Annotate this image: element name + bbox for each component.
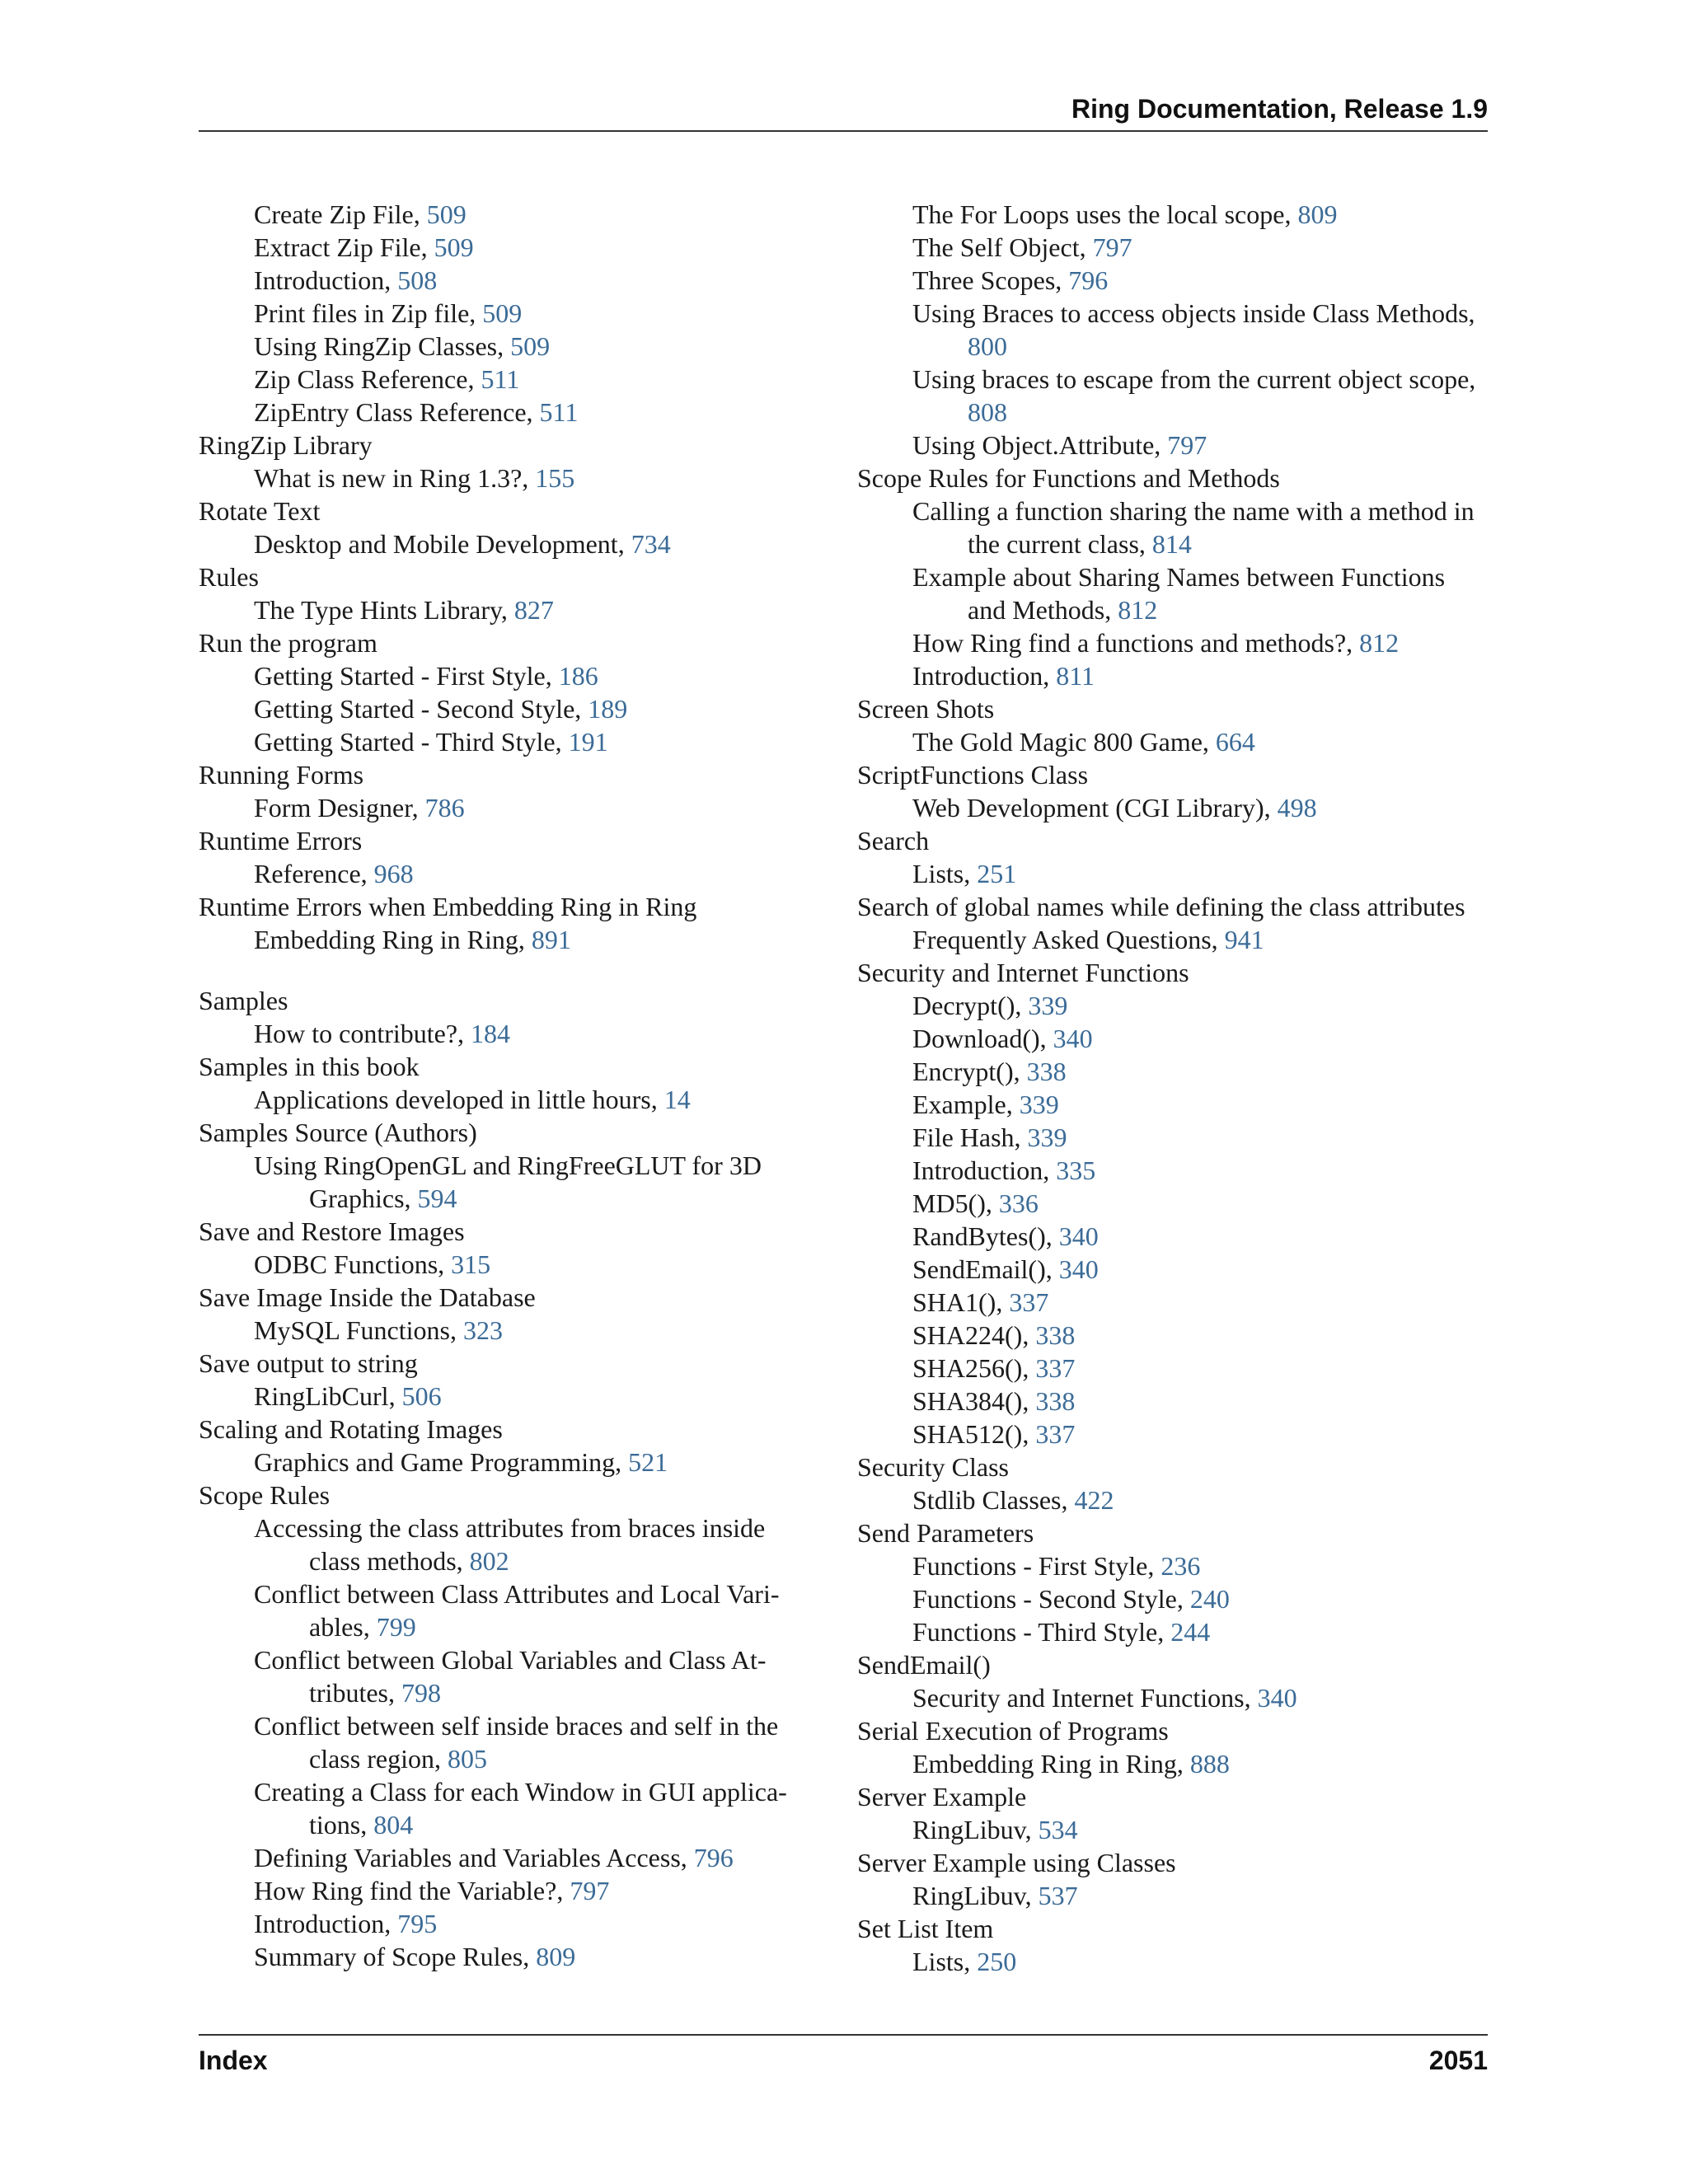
index-entry-text: SHA1(),	[912, 1287, 1010, 1317]
index-entry-text: Embedding Ring in Ring,	[912, 1749, 1190, 1779]
index-term	[199, 494, 829, 527]
page-link[interactable]: 509	[434, 232, 474, 262]
index-entry-text: Save Image Inside the Database	[199, 1282, 536, 1312]
index-entry-text: Reference,	[254, 859, 374, 888]
index-entry-text: RingLibuv,	[912, 1815, 1039, 1844]
index-subentry	[199, 1841, 829, 1874]
index-entry-text: Stdlib Classes,	[912, 1485, 1075, 1515]
index-subentry	[199, 1874, 829, 1907]
index-subentry	[857, 1154, 1488, 1187]
index-entry-text: Save and Restore Images	[199, 1216, 465, 1246]
index-entry-text: Search of global names while defining the class attributes	[857, 892, 1465, 921]
index-entry-text: SHA256(),	[912, 1353, 1036, 1383]
page-link[interactable]: 827	[513, 595, 554, 625]
index-entry-text: Security and Internet Functions,	[912, 1683, 1258, 1713]
index-term	[857, 1780, 1488, 1813]
index-entry-text: Getting Started - Third Style,	[254, 727, 569, 757]
page-link[interactable]: 244	[1170, 1617, 1211, 1647]
page-link[interactable]: 805	[447, 1744, 487, 1774]
index-entry-text: Security and Internet Functions	[857, 958, 1189, 987]
header-title: Ring Documentation, Release 1.9	[1071, 94, 1488, 124]
index-entry-text: Encrypt(),	[912, 1057, 1027, 1086]
page-link[interactable]: 796	[1068, 265, 1109, 295]
index-subentry	[199, 363, 829, 396]
index-subentry	[857, 1253, 1488, 1286]
index-subentry-continuation	[199, 1182, 829, 1215]
page-link[interactable]: 812	[1118, 595, 1158, 625]
index-entry-text: Screen Shots	[857, 694, 995, 724]
page-link[interactable]: 337	[1035, 1419, 1076, 1449]
index-entry-text: The Type Hints Library,	[254, 595, 514, 625]
index-subentry	[857, 363, 1488, 396]
page-link[interactable]: 734	[631, 529, 671, 559]
index-subentry	[857, 231, 1488, 264]
page-link[interactable]: 968	[373, 859, 414, 888]
index-term	[857, 758, 1488, 791]
index-entry-text: SendEmail()	[857, 1650, 991, 1680]
index-subentry	[857, 1055, 1488, 1088]
page-link[interactable]: 786	[424, 793, 465, 823]
index-entry-text: Example about Sharing Names between Functions	[912, 562, 1446, 592]
page-link[interactable]: 189	[588, 694, 628, 724]
index-subentry	[199, 857, 829, 890]
index-entry-text: Send Parameters	[857, 1518, 1034, 1548]
index-term	[857, 692, 1488, 725]
index-subentry	[199, 1083, 829, 1116]
index-subentry	[199, 1446, 829, 1479]
index-subentry	[199, 692, 829, 725]
index-subentry	[857, 1352, 1488, 1385]
index-entry-text: Security Class	[857, 1452, 1009, 1482]
page-link[interactable]: 336	[998, 1188, 1039, 1218]
index-subentry	[199, 593, 829, 626]
page-link[interactable]: 796	[693, 1843, 734, 1872]
index-subentry	[857, 791, 1488, 824]
index-term	[857, 462, 1488, 494]
index-entry-text: SendEmail(),	[912, 1254, 1059, 1284]
index-entry-text: ScriptFunctions Class	[857, 760, 1089, 790]
page-link[interactable]: 340	[1058, 1221, 1099, 1251]
index-entry-text: Conflict between self inside braces and self in the	[254, 1711, 779, 1741]
index-entry-text: How Ring find a functions and methods?,	[912, 628, 1360, 658]
index-entry-text: Samples in this book	[199, 1052, 420, 1081]
index-term	[199, 824, 829, 857]
index-entry-text: Create Zip File,	[254, 199, 427, 229]
page-link[interactable]: 804	[373, 1810, 414, 1840]
page-link[interactable]: 250	[977, 1947, 1017, 1976]
page-link[interactable]: 506	[401, 1381, 442, 1411]
index-subentry	[199, 264, 829, 297]
page-link[interactable]: 802	[469, 1546, 509, 1576]
page-footer	[199, 2034, 1488, 2085]
index-entry-text: Creating a Class for each Window in GUI applica-	[254, 1777, 787, 1807]
index-entry-text: How to contribute?,	[254, 1019, 471, 1048]
index-term	[857, 1846, 1488, 1879]
index-entry-text: What is new in Ring 1.3?,	[254, 463, 536, 493]
index-entry-text: Decrypt(),	[912, 991, 1029, 1020]
index-term	[199, 1281, 829, 1314]
index-subentry	[199, 1940, 829, 1973]
page-link[interactable]: 236	[1160, 1551, 1201, 1581]
index-term	[857, 890, 1488, 923]
index-entry-text: RingLibuv,	[912, 1881, 1039, 1910]
page-link[interactable]: 338	[1035, 1386, 1076, 1416]
page-link[interactable]: 338	[1035, 1320, 1076, 1350]
page-link[interactable]: 534	[1038, 1815, 1078, 1844]
index-entry-text: class region,	[309, 1744, 448, 1774]
index-subentry	[857, 923, 1488, 956]
index-term	[199, 984, 829, 1017]
index-subentry	[857, 429, 1488, 462]
index-entry-text: Three Scopes,	[912, 265, 1069, 295]
page-link[interactable]: 799	[376, 1612, 416, 1642]
page-link[interactable]: 339	[1019, 1090, 1059, 1119]
index-entry-text: Lists,	[912, 1947, 978, 1976]
page-link[interactable]: 511	[539, 397, 579, 427]
page-link[interactable]: 888	[1189, 1749, 1230, 1779]
index-subentry	[199, 725, 829, 758]
index-entry-text: The For Loops uses the local scope,	[912, 199, 1298, 229]
index-entry-text: ODBC Functions,	[254, 1249, 452, 1279]
index-entry-text: Getting Started - First Style,	[254, 661, 559, 691]
index-subentry	[857, 989, 1488, 1022]
index-subentry	[199, 297, 829, 330]
page-link[interactable]: 338	[1026, 1057, 1067, 1086]
index-term	[199, 890, 829, 923]
page-link[interactable]: 337	[1035, 1353, 1076, 1383]
index-entry-text: Introduction,	[254, 1909, 398, 1938]
page-link[interactable]: 797	[1167, 430, 1207, 460]
index-subentry	[199, 1643, 829, 1676]
index-subentry	[199, 1577, 829, 1610]
index-subentry	[857, 560, 1488, 593]
index-entry-text: Calling a function sharing the name with a method in	[912, 496, 1475, 526]
page-link[interactable]: 323	[462, 1315, 503, 1345]
page-link[interactable]: 184	[471, 1019, 511, 1048]
index-subentry	[199, 527, 829, 560]
index-column-right	[857, 198, 1488, 1978]
index-subentry	[857, 297, 1488, 330]
index-subentry-continuation	[199, 1610, 829, 1643]
index-entry-text: Using RingZip Classes,	[254, 331, 511, 361]
index-term	[199, 758, 829, 791]
index-subentry-continuation	[857, 396, 1488, 429]
index-subentry	[857, 494, 1488, 527]
index-entry-text: Getting Started - Second Style,	[254, 694, 588, 724]
page-link[interactable]: 422	[1074, 1485, 1114, 1515]
index-entry-text: Samples Source (Authors)	[199, 1118, 477, 1147]
index-subentry	[857, 1615, 1488, 1648]
index-entry-text: Using Braces to access objects inside Class Methods,	[912, 298, 1475, 328]
index-entry-text: Form Designer,	[254, 793, 425, 823]
page-link[interactable]: 594	[417, 1183, 457, 1213]
index-entry-text: Serial Execution of Programs	[857, 1716, 1169, 1746]
index-entry-text: Web Development (CGI Library),	[912, 793, 1278, 823]
index-subentry	[857, 1385, 1488, 1418]
index-entry-text: MySQL Functions,	[254, 1315, 463, 1345]
index-subentry	[199, 1314, 829, 1347]
page-link[interactable]: 340	[1053, 1024, 1093, 1053]
index-subentry	[857, 1022, 1488, 1055]
index-entry-text: Defining Variables and Variables Access,	[254, 1843, 694, 1872]
index-subentry-continuation	[199, 1544, 829, 1577]
index-entry-text: Scope Rules for Functions and Methods	[857, 463, 1280, 493]
index-entry-text: Functions - Third Style,	[912, 1617, 1171, 1647]
index-entry-text: The Gold Magic 800 Game,	[912, 727, 1216, 757]
index-subentry	[857, 1483, 1488, 1516]
index-subentry	[199, 1775, 829, 1808]
index-entry-text: How Ring find the Variable?,	[254, 1876, 570, 1905]
index-subentry	[199, 330, 829, 363]
index-subentry	[199, 231, 829, 264]
index-entry-text: Frequently Asked Questions,	[912, 925, 1225, 954]
index-entry-text: Search	[857, 826, 930, 855]
index-subentry	[199, 791, 829, 824]
index-entry-text: SHA512(),	[912, 1419, 1036, 1449]
index-entry-text: RandBytes(),	[912, 1221, 1059, 1251]
index-entry-text: Using braces to escape from the current object scope,	[912, 364, 1476, 394]
index-entry-text: and Methods,	[968, 595, 1118, 625]
page-link[interactable]: 664	[1215, 727, 1255, 757]
page-link[interactable]: 809	[1297, 199, 1338, 229]
index-subentry	[857, 1681, 1488, 1714]
index-entry-text: RingLibCurl,	[254, 1381, 402, 1411]
index-entry-text: class methods,	[309, 1546, 470, 1576]
page-link[interactable]: 315	[451, 1249, 491, 1279]
index-subentry	[199, 659, 829, 692]
index-subentry	[857, 1582, 1488, 1615]
page-link[interactable]: 340	[1257, 1683, 1297, 1713]
index-subentry-continuation	[199, 1676, 829, 1709]
index-subentry-continuation	[199, 1742, 829, 1775]
page-link[interactable]: 508	[397, 265, 438, 295]
index-entry-text: MD5(),	[912, 1188, 999, 1218]
index-entry-text: Run the program	[199, 628, 377, 658]
index-entry-text: Desktop and Mobile Development,	[254, 529, 631, 559]
index-column-left	[199, 198, 829, 1973]
index-term	[857, 1912, 1488, 1945]
index-term	[199, 1347, 829, 1380]
index-subentry	[199, 1017, 829, 1050]
page-link[interactable]: 14	[663, 1085, 691, 1114]
index-entry-text: Conflict between Class Attributes and Local Vari-	[254, 1579, 780, 1609]
index-entry-text: the current class,	[968, 529, 1152, 559]
index-entry-text: SHA224(),	[912, 1320, 1036, 1350]
index-entry-text: File Hash,	[912, 1122, 1028, 1152]
index-entry-text: Applications developed in little hours,	[254, 1085, 664, 1114]
footer-page-number: 2051	[1428, 2046, 1488, 2075]
index-entry-text: RingZip Library	[199, 430, 373, 460]
index-entry-text: Lists,	[912, 859, 978, 888]
index-subentry	[857, 1187, 1488, 1220]
index-entry-text: The Self Object,	[912, 232, 1093, 262]
page-link[interactable]: 340	[1058, 1254, 1099, 1284]
page-link[interactable]: 811	[1056, 661, 1095, 691]
index-entry-text: Graphics and Game Programming,	[254, 1447, 629, 1477]
index-entry-text: Running Forms	[199, 760, 364, 790]
index-subentry	[857, 1319, 1488, 1352]
index-entry-text: SHA384(),	[912, 1386, 1036, 1416]
index-entry-text: Server Example	[857, 1782, 1027, 1811]
page-link[interactable]: 808	[968, 397, 1007, 427]
page-link[interactable]: 521	[628, 1447, 668, 1477]
index-entry-text: Example,	[912, 1090, 1020, 1119]
index-gap	[199, 956, 829, 984]
page-link[interactable]: 537	[1038, 1881, 1078, 1910]
page-link[interactable]: 335	[1056, 1155, 1096, 1185]
index-entry-text: Summary of Scope Rules,	[254, 1942, 537, 1971]
index-term	[857, 1714, 1488, 1747]
index-entry-text: Introduction,	[912, 1155, 1057, 1185]
index-term	[199, 429, 829, 462]
index-subentry	[199, 462, 829, 494]
index-term	[199, 1479, 829, 1511]
index-entry-text: Functions - Second Style,	[912, 1584, 1190, 1614]
index-entry-text: Scope Rules	[199, 1480, 331, 1510]
index-entry-text: Runtime Errors	[199, 826, 363, 855]
index-entry-text: Server Example using Classes	[857, 1848, 1176, 1877]
index-term	[857, 1516, 1488, 1549]
index-term	[857, 824, 1488, 857]
index-subentry	[857, 198, 1488, 231]
index-term	[199, 1050, 829, 1083]
index-entry-text: Using RingOpenGL and RingFreeGLUT for 3D	[254, 1151, 762, 1180]
index-subentry	[857, 1813, 1488, 1846]
page-link[interactable]: 814	[1151, 529, 1192, 559]
index-subentry	[857, 1121, 1488, 1154]
page-link[interactable]: 155	[535, 463, 575, 493]
page-link[interactable]: 509	[510, 331, 551, 361]
index-entry-text: Set List Item	[857, 1914, 994, 1943]
index-subentry-continuation	[857, 593, 1488, 626]
index-entry-text: Introduction,	[912, 661, 1057, 691]
page-link[interactable]: 891	[531, 925, 571, 954]
index-entry-text: Rules	[199, 562, 259, 592]
index-subentry-continuation	[857, 330, 1488, 363]
index-entry-text: Runtime Errors when Embedding Ring in Ring	[199, 892, 697, 921]
page-link[interactable]: 339	[1028, 991, 1068, 1020]
page-link[interactable]: 240	[1189, 1584, 1230, 1614]
index-subentry	[199, 1380, 829, 1413]
page-link[interactable]: 800	[968, 331, 1007, 361]
page-link[interactable]: 797	[570, 1876, 610, 1905]
index-subentry	[857, 1879, 1488, 1912]
index-term	[199, 1116, 829, 1149]
page-link[interactable]: 498	[1277, 793, 1317, 823]
page-link[interactable]: 509	[426, 199, 467, 229]
index-entry-text: Accessing the class attributes from braces inside	[254, 1513, 766, 1543]
index-entry-text: Save output to string	[199, 1348, 418, 1378]
index-term	[199, 1215, 829, 1248]
index-term	[857, 1451, 1488, 1483]
index-entry-text: Zip Class Reference,	[254, 364, 481, 394]
index-subentry	[857, 1220, 1488, 1253]
page-link[interactable]: 337	[1009, 1287, 1049, 1317]
index-entry-text: Graphics,	[309, 1183, 418, 1213]
index-term	[857, 956, 1488, 989]
index-entry-text: Functions - First Style,	[912, 1551, 1161, 1581]
page-link[interactable]: 795	[397, 1909, 438, 1938]
index-entry-text: Extract Zip File,	[254, 232, 434, 262]
index-subentry	[199, 1709, 829, 1742]
index-entry-text: ZipEntry Class Reference,	[254, 397, 540, 427]
page-link[interactable]: 809	[536, 1942, 576, 1971]
index-subentry	[857, 725, 1488, 758]
index-term	[857, 1648, 1488, 1681]
index-term	[199, 1413, 829, 1446]
page-link[interactable]: 941	[1224, 925, 1264, 954]
index-subentry	[857, 659, 1488, 692]
page-link[interactable]: 251	[977, 859, 1017, 888]
page-link[interactable]: 511	[481, 364, 520, 394]
index-entry-text: tributes,	[309, 1678, 401, 1708]
index-subentry-continuation	[857, 527, 1488, 560]
index-subentry	[199, 923, 829, 956]
index-subentry	[857, 1747, 1488, 1780]
index-term	[199, 626, 829, 659]
page-link[interactable]: 509	[482, 298, 523, 328]
index-subentry	[857, 1418, 1488, 1451]
index-term	[199, 560, 829, 593]
index-subentry	[199, 396, 829, 429]
index-subentry-continuation	[199, 1808, 829, 1841]
index-subentry	[857, 1286, 1488, 1319]
footer-section-label: Index	[199, 2046, 268, 2075]
index-entry-text: Embedding Ring in Ring,	[254, 925, 532, 954]
index-entry-text: Samples	[199, 986, 288, 1015]
index-entry-text: Rotate Text	[199, 496, 321, 526]
index-entry-text: Print files in Zip file,	[254, 298, 483, 328]
page-link[interactable]: 339	[1027, 1122, 1067, 1152]
page-header	[199, 92, 1488, 132]
page-link[interactable]: 797	[1092, 232, 1132, 262]
page-link[interactable]: 812	[1359, 628, 1400, 658]
index-entry-text: Conflict between Global Variables and Class At-	[254, 1645, 767, 1675]
index-subentry	[199, 1248, 829, 1281]
index-entry-text: Scaling and Rotating Images	[199, 1414, 503, 1444]
index-subentry	[857, 626, 1488, 659]
index-entry-text: ables,	[309, 1612, 377, 1642]
index-entry-text: Introduction,	[254, 265, 398, 295]
index-subentry	[199, 198, 829, 231]
index-subentry	[857, 1945, 1488, 1978]
index-entry-text: Using Object.Attribute,	[912, 430, 1168, 460]
index-subentry	[199, 1511, 829, 1544]
index-entry-text: tions,	[309, 1810, 374, 1840]
index-entry-text: Download(),	[912, 1024, 1053, 1053]
index-subentry	[857, 1549, 1488, 1582]
index-subentry	[199, 1907, 829, 1940]
index-subentry	[857, 857, 1488, 890]
index-subentry	[857, 264, 1488, 297]
index-subentry	[857, 1088, 1488, 1121]
page-link[interactable]: 798	[401, 1678, 441, 1708]
index-subentry	[199, 1149, 829, 1182]
page-link[interactable]: 186	[558, 661, 598, 691]
page-link[interactable]: 191	[568, 727, 608, 757]
